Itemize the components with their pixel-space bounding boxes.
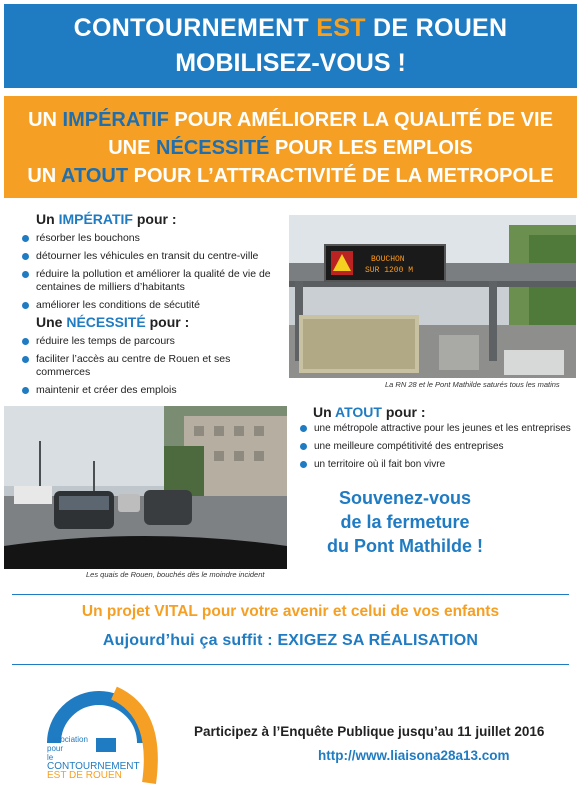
list-item-text: faciliter l’accès au centre de Rouen et ses commerces	[36, 353, 231, 378]
imperatif-list	[20, 232, 285, 317]
imperatif-title	[36, 211, 177, 227]
slogan-key: NÉCESSITÉ	[156, 137, 270, 159]
enquete-text: Participez à l’Enquête Publique jusqu’au 11 juillet 2016	[194, 724, 545, 739]
slogan-text-end: POUR LES EMPLOIS	[269, 137, 473, 159]
title-text: CONTOURNEMENT	[73, 14, 317, 42]
remember-line-3: du Pont Mathilde !	[327, 536, 483, 556]
necessite-list	[20, 335, 285, 402]
title-banner	[4, 4, 577, 88]
list-item-text: maintenir et créer des emplois	[36, 384, 177, 396]
bullet-icon	[22, 253, 29, 260]
list-item	[20, 232, 285, 245]
exigez-slogan: Aujourd’hui ça suffit : EXIGEZ SA RÉALISATION	[102, 632, 479, 649]
bullet-icon	[22, 338, 29, 345]
logo-line: pour	[47, 744, 64, 753]
list-item	[298, 440, 578, 453]
slogan-banner	[4, 96, 577, 198]
remember-line-2: de la fermeture	[340, 512, 470, 532]
atout-title-key: ATOUT	[335, 404, 382, 420]
website-link[interactable]: http://www.liaisona28a13.com	[318, 748, 510, 763]
list-item-text: réduire la pollution et améliorer la qualité de vie de centaines de milliers d’habitants	[36, 268, 271, 293]
list-item-text: une meilleure compétitivité des entreprises	[314, 441, 504, 452]
bullet-icon	[22, 356, 29, 363]
title-line-2: MOBILISEZ-VOUS !	[175, 49, 406, 77]
slogan-line-3	[4, 162, 577, 190]
list-item-text: une métropole attractive pour les jeunes et les entreprises	[314, 423, 571, 434]
list-item	[20, 299, 285, 312]
bullet-icon	[22, 235, 29, 242]
imperatif-title-key: IMPÉRATIF	[58, 211, 133, 227]
vital-slogan: Un projet VITAL pour votre avenir et celui de vos enfants	[81, 603, 500, 620]
necessite-title-key: NÉCESSITÉ	[66, 314, 146, 330]
slogan-text: UN	[27, 165, 62, 187]
logo-text	[47, 735, 140, 780]
slogan-line-1	[4, 106, 577, 134]
bullet-icon	[300, 443, 307, 450]
list-item	[298, 458, 578, 471]
title-accent: EST	[316, 14, 366, 42]
list-item-text: résorber les bouchons	[36, 232, 140, 244]
slogan-text: UN	[28, 109, 63, 131]
bullet-icon	[22, 302, 29, 309]
slogan-text-end: POUR L’ATTRACTIVITÉ DE LA METROPOLE	[128, 165, 554, 187]
bridge-caption: La RN 28 et le Pont Mathilde saturés tous les matins	[385, 380, 560, 389]
traffic-photo-image	[4, 406, 287, 569]
atout-title-text: Un	[313, 404, 336, 420]
title-line-1	[4, 4, 577, 43]
slogan-key: IMPÉRATIF	[62, 109, 169, 131]
imperatif-title-end: pour :	[132, 211, 177, 227]
title-text-end: DE ROUEN	[365, 14, 508, 42]
atout-title-end: pour :	[381, 404, 426, 420]
sign-text-2: SUR 1200 M	[365, 266, 414, 275]
list-item	[20, 353, 285, 379]
remember-text	[310, 486, 500, 558]
bullet-icon	[300, 425, 307, 432]
slogan-text-end: POUR AMÉLIORER LA QUALITÉ DE VIE	[168, 109, 553, 131]
logo-line: CONTOURNEMENT	[47, 761, 140, 772]
list-item-text: réduire les temps de parcours	[36, 335, 175, 347]
list-item	[20, 384, 285, 397]
bridge-photo	[289, 215, 576, 378]
bullet-icon	[300, 461, 307, 468]
bullet-icon	[22, 387, 29, 394]
atout-title	[313, 404, 426, 420]
slogan-line-2	[4, 134, 577, 162]
atout-list	[298, 422, 578, 476]
necessite-title-end: pour :	[145, 314, 190, 330]
divider-top	[12, 594, 569, 595]
necessite-title-text: Une	[36, 314, 67, 330]
bullet-icon	[22, 271, 29, 278]
logo-line: le	[47, 753, 54, 762]
divider-bottom	[12, 664, 569, 665]
list-item	[298, 422, 578, 435]
traffic-photo	[4, 406, 287, 569]
traffic-caption: Les quais de Rouen, bouchés dès le moindre incident	[86, 570, 265, 579]
logo-line: EST DE ROUEN	[47, 770, 122, 781]
list-item	[20, 335, 285, 348]
list-item-text: détourner les véhicules en transit du centre-ville	[36, 250, 259, 262]
list-item	[20, 250, 285, 263]
slogan-text: UNE	[108, 137, 157, 159]
sign-text-1: BOUCHON	[371, 255, 405, 264]
list-item-text: améliorer les conditions de sécutité	[36, 299, 201, 311]
imperatif-title-text: Un	[36, 211, 59, 227]
list-item	[20, 268, 285, 294]
slogan-key: ATOUT	[61, 165, 129, 187]
list-item-text: un territoire où il fait bon vivre	[314, 459, 446, 470]
bridge-photo-image	[289, 215, 576, 378]
remember-line-1: Souvenez-vous	[338, 488, 472, 508]
logo-line: Association	[47, 735, 88, 744]
necessite-title	[36, 314, 189, 330]
